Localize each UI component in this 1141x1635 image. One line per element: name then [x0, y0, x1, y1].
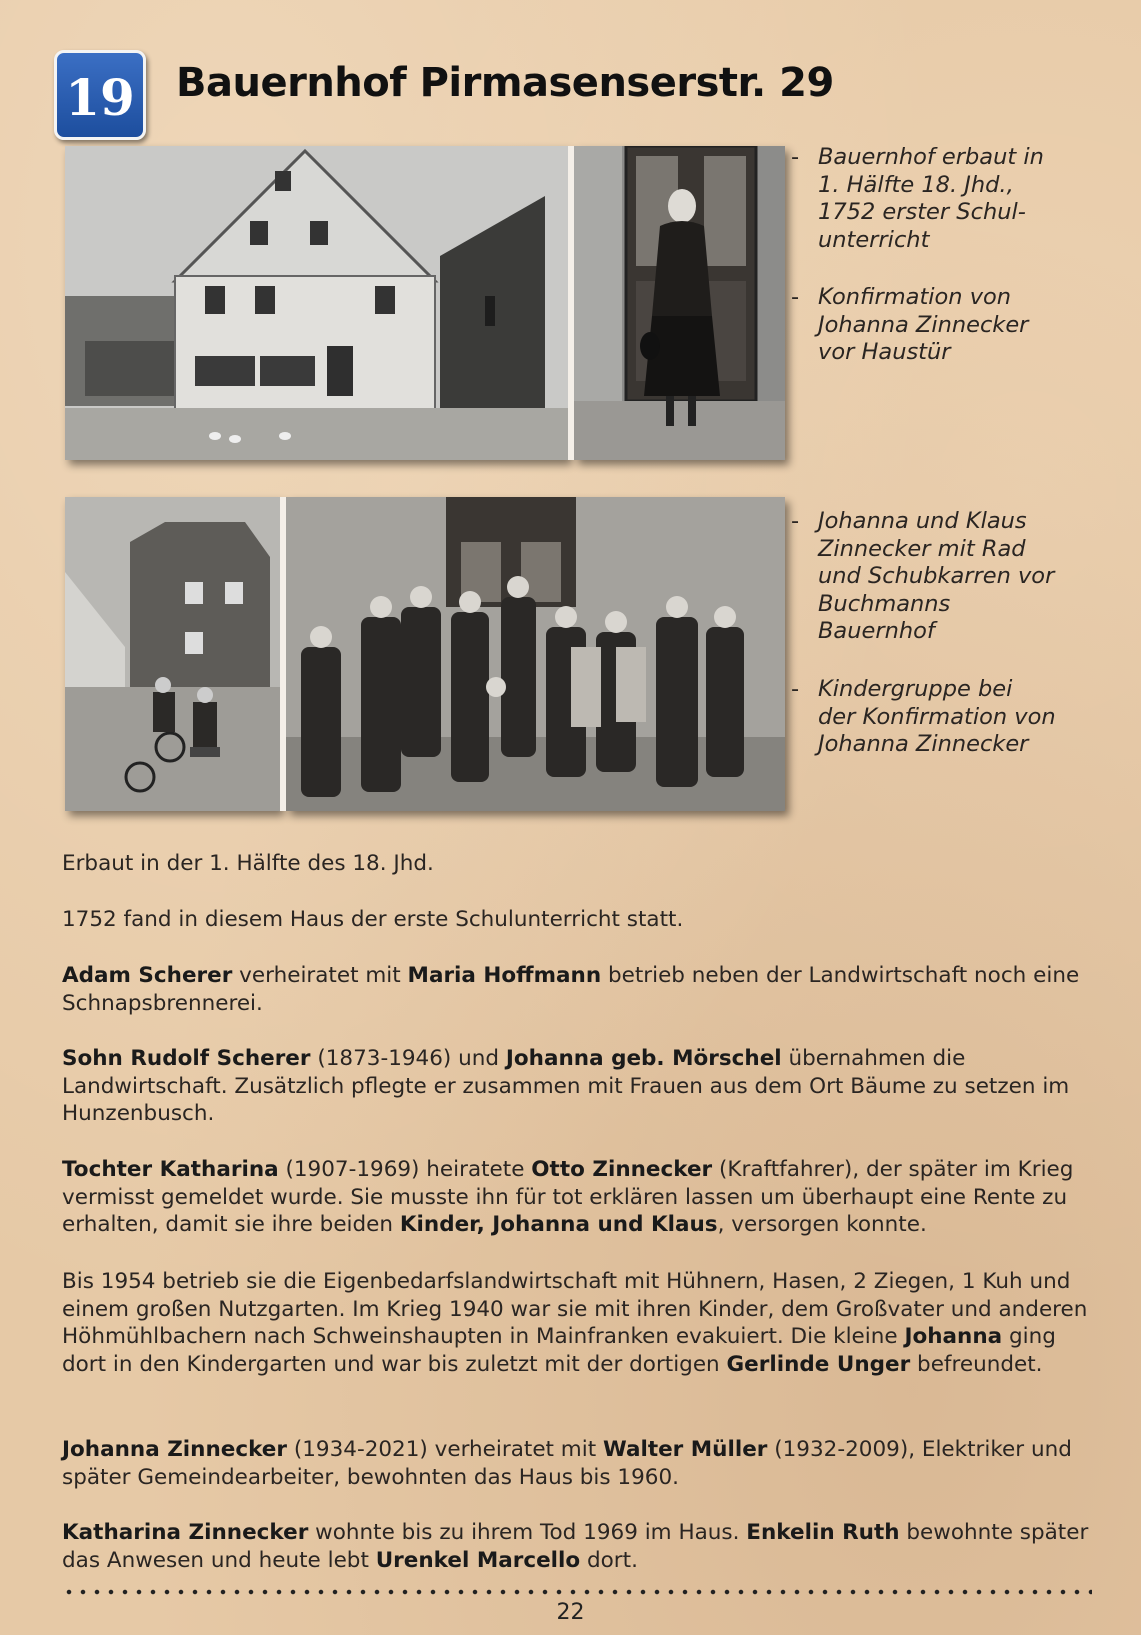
farmhouse-image [65, 146, 568, 460]
text-run: (Kraftfahrer), der später im Krieg vermisst gemeldet wurde. Sie musste ihn für tot erklären lassen um überhaupt eine Rente zu erhalten, damit sie ihre beiden [62, 1157, 1074, 1237]
caption-line: Johanna Zinnecker [818, 731, 1029, 757]
photo-farmhouse [65, 146, 568, 460]
paragraph-katharina [62, 1156, 1102, 1239]
paragraph-johanna-zinnecker [62, 1436, 1102, 1491]
bold-run: Johanna Zinnecker [62, 1437, 287, 1462]
caption-confirmation [791, 284, 1108, 367]
photo-divider [280, 497, 286, 811]
photo-divider [568, 146, 574, 460]
text-run: 1752 fand in diesem Haus der erste Schulunterricht statt. [62, 907, 684, 932]
bold-run: Maria Hoffmann [407, 963, 602, 988]
caption-line: unterricht [818, 226, 930, 253]
caption-line: Zinnecker mit Rad [818, 535, 1026, 562]
caption-farmhouse [791, 144, 1108, 254]
bold-run: Katharina Zinnecker [62, 1520, 309, 1545]
dotted-separator [62, 1589, 1092, 1595]
caption-line: Buchmanns [818, 590, 951, 617]
text-run: Erbaut in der 1. Hälfte des 18. Jhd. [62, 851, 434, 876]
bold-run: Kinder, Johanna und Klaus [399, 1212, 718, 1237]
page-number: 22 [556, 1600, 585, 1625]
photo-children-group [286, 497, 785, 811]
caption-line: Kindergruppe bei [818, 676, 1013, 702]
bold-run: Enkelin Ruth [746, 1520, 900, 1545]
children-group-image [286, 497, 785, 811]
caption-line: 1. Hälfte 18. Jhd., [818, 171, 1014, 198]
caption-line: vor Haustür [818, 339, 951, 365]
text-run: (1907-1969) heiratete [278, 1157, 532, 1182]
caption-children-group [791, 676, 1108, 759]
text-run: betrieb neben der Landwirtschaft noch eine Schnapsbrennerei. [62, 963, 1080, 1016]
text-run: übernahmen die Landwirtschaft. Zusätzlich pflegte er zusammen mit Frauen aus dem Ort Bäume zu setzen im Hunzenbusch. [62, 1046, 1070, 1126]
caption-line: Johanna und Klaus [818, 508, 1027, 534]
bold-run: Tochter Katharina [62, 1157, 279, 1182]
text-run: , versorgen konnte. [717, 1212, 927, 1237]
caption-line: Konfirmation von [818, 284, 1012, 310]
caption-line: 1752 erster Schul- [818, 199, 1026, 225]
paragraph-rudolf-scherer [62, 1045, 1102, 1128]
bold-run: Otto Zinnecker [531, 1157, 713, 1182]
paragraph-until-1954 [62, 1268, 1102, 1378]
text-run: ging dort in den Kindergarten und war bis zuletzt mit der dortigen [62, 1324, 1056, 1377]
bold-run: Gerlinde Unger [726, 1351, 911, 1377]
photo-confirmation [574, 146, 785, 460]
caption-line: der Konfirmation von [818, 703, 1056, 730]
bold-run: Sohn Rudolf Scherer [62, 1046, 311, 1071]
caption-dash: - [791, 676, 800, 702]
text-run: wohnte bis zu ihrem Tod 1969 im Haus. [308, 1520, 747, 1545]
text-run: dort. [580, 1547, 638, 1573]
paragraph-school [62, 906, 1102, 934]
bicycle-image [65, 497, 280, 811]
confirmation-image [574, 146, 785, 460]
caption-line: und Schubkarren vor [818, 563, 1055, 589]
caption-bicycle [791, 508, 1108, 646]
text-run: Bis 1954 betrieb sie die Eigenbedarfslandwirtschaft mit Hühnern, Hasen, 2 Ziegen, 1 Kuh und einem großen Nutzgarten. Im Krieg 1940 war sie mit ihren Kinder, dem Großvater und anderen Höhmühlbachern nach Schweinshaupten in Mainfranken evakuiert. Die kleine [62, 1269, 1088, 1349]
paragraph-katharina-zinnecker [62, 1519, 1102, 1574]
bold-run: Johanna geb. Mörschel [505, 1046, 782, 1071]
text-run: verheiratet mit [232, 963, 408, 988]
text-run: bewohnte später das Anwesen und heute lebt [62, 1520, 1089, 1573]
bold-run: Walter Müller [603, 1437, 768, 1462]
caption-dash: - [791, 144, 800, 170]
text-run: (1934-2021) verheiratet mit [287, 1437, 603, 1462]
text-run: (1873-1946) und [310, 1046, 506, 1071]
text-run: (1932-2009), Elektriker und später Gemeindearbeiter, bewohnten das Haus bis 1960. [62, 1437, 1072, 1490]
caption-dash: - [791, 508, 800, 534]
photo-bicycle [65, 497, 280, 811]
chapter-number-badge: 19 [54, 50, 146, 140]
text-run: befreundet. [910, 1351, 1043, 1377]
paragraph-built [62, 850, 1102, 878]
bold-run: Johanna [904, 1324, 1003, 1349]
bold-run: Adam Scherer [62, 963, 233, 988]
caption-line: Bauernhof [818, 618, 935, 644]
bold-run: Urenkel Marcello [375, 1547, 581, 1573]
paragraph-adam-scherer [62, 962, 1102, 1017]
caption-line: Bauernhof erbaut in [818, 144, 1044, 170]
caption-line: Johanna Zinnecker [818, 311, 1029, 338]
page-title: Bauernhof Pirmasenserstr. 29 [176, 60, 834, 106]
caption-dash: - [791, 284, 800, 310]
